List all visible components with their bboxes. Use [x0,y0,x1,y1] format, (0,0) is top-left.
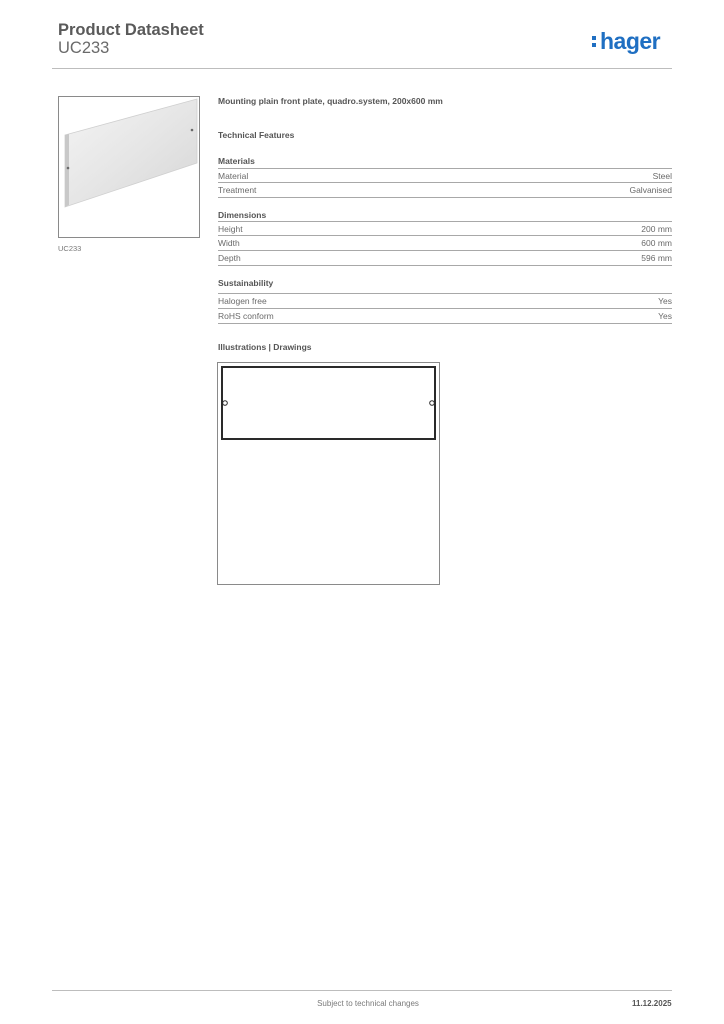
logo-dots-icon [592,29,597,49]
spec-row [218,293,672,307]
spec-value: Galvanised [629,185,672,195]
product-photo [59,97,199,237]
spec-row [218,182,672,198]
spec-row [218,235,672,249]
illustrations-heading: Illustrations | Drawings [218,342,312,352]
product-code-subtitle: UC233 [58,39,110,57]
spec-label: Height [218,224,243,234]
hager-logo [592,28,660,55]
section-title-sustainability: Sustainability [218,278,274,288]
spec-value: 596 mm [641,253,672,263]
page-title: Product Datasheet [58,21,204,39]
spec-value: 200 mm [641,224,672,234]
technical-drawing-frame [217,362,440,585]
spec-row [218,168,672,182]
spec-label: Width [218,238,240,248]
spec-row [218,308,672,324]
technical-features-heading: Technical Features [218,130,295,140]
header-divider [52,68,672,69]
product-description: Mounting plain front plate, quadro.system, 200x600 mm [218,96,443,106]
logo-wordmark: hager [600,28,661,54]
technical-drawing [218,363,439,584]
spec-row [218,221,672,235]
footer-note: Subject to technical changes [317,999,419,1008]
spec-label: Depth [218,253,241,263]
spec-value: 600 mm [641,238,672,248]
footer-divider [52,990,672,991]
spec-value: Yes [658,296,672,306]
section-title-materials: Materials [218,156,255,166]
section-title-dimensions: Dimensions [218,210,267,220]
spec-label: Halogen free [218,296,267,306]
spec-label: Treatment [218,185,257,195]
spec-label: RoHS conform [218,311,274,321]
spec-value: Yes [658,311,672,321]
spec-value: Steel [652,171,672,181]
spec-row [218,250,672,266]
footer-date: 11.12.2025 [632,999,672,1008]
spec-label: Material [218,171,249,181]
product-image-caption: UC233 [58,244,82,253]
product-image-frame [58,96,200,238]
